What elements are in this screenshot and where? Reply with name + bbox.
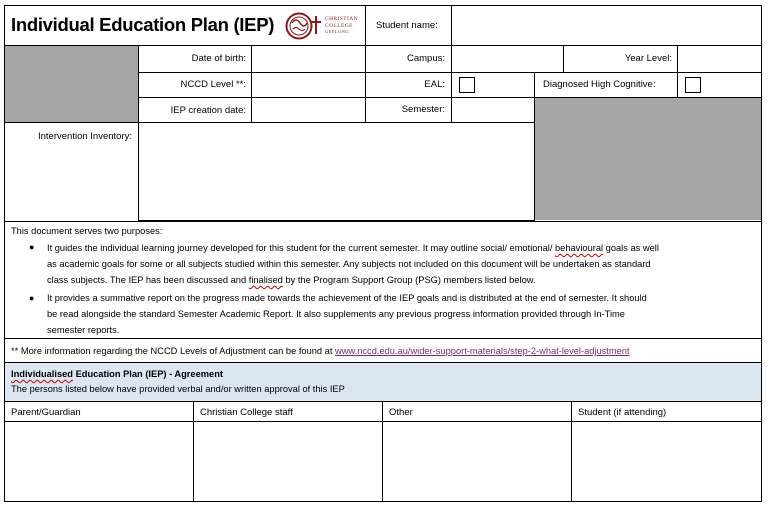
col-other: Other — [389, 407, 413, 418]
nccd-level-label: NCCD Level **: — [180, 79, 246, 90]
college-logo — [284, 11, 364, 41]
nccd-level-field[interactable] — [252, 73, 365, 97]
purpose-bullet-1: It guides the individual learning journey developed for this student for the current semester. It may outline social/ emotional/ behavioural goals as well as academic goals for some or all subjects studied within this semester. Any subjects not included on this document will be undertaken as standard class subjects. The IEP has been discussed and finalised by the Program Support Group (PSG) members listed below. — [47, 243, 659, 285]
eal-label: EAL: — [424, 79, 445, 90]
student-field[interactable] — [572, 422, 761, 501]
iep-creation-date-label: IEP creation date: — [170, 105, 246, 116]
photo-placeholder — [5, 46, 138, 122]
logo-text-3: GEELONG — [325, 29, 350, 34]
logo-text-2: COLLEGE — [325, 22, 353, 29]
high-cognitive-checkbox[interactable] — [685, 77, 701, 93]
date-of-birth-field[interactable] — [252, 46, 365, 72]
purposes-intro: This document serves two purposes: — [11, 226, 163, 236]
bullet-dot-2: ● — [29, 293, 35, 303]
eal-checkbox[interactable] — [459, 77, 475, 93]
other-field[interactable] — [383, 422, 571, 501]
nccd-link[interactable]: www.nccd.edu.au/wider-support-materials/step-2-what-level-adjustment — [335, 346, 630, 356]
semester-field[interactable] — [452, 98, 534, 122]
nccd-note — [11, 343, 630, 359]
staff-field[interactable] — [194, 422, 382, 501]
col-student: Student (if attending) — [578, 407, 667, 418]
campus-label: Campus: — [406, 53, 445, 64]
date-of-birth-label: Date of birth: — [191, 53, 246, 64]
campus-field[interactable] — [452, 46, 563, 72]
diagnosed-high-cognitive-label: Diagnosed High Cognitive: — [543, 79, 656, 90]
purpose-bullet-2: It provides a summative report on the progress made towards the achievement of the IEP goals and is distributed at the end of semester. It should be read alongside the standard Semester Academic Report. It also supplements any previous progress information provided through In-Time semester reports. — [47, 293, 647, 335]
semester-label: Semester: — [401, 104, 445, 115]
logo-text-1: CHRISTIAN — [325, 16, 358, 22]
year-level-field[interactable] — [678, 46, 761, 72]
page-title: Individual Education Plan (IEP) — [11, 14, 275, 35]
bullet-dot-1: ● — [29, 242, 35, 252]
nccd-note-text: ** More information regarding the NCCD Levels of Adjustment can be found at — [11, 346, 336, 356]
intervention-inventory-field[interactable] — [139, 123, 534, 220]
parent-guardian-field[interactable] — [5, 422, 193, 501]
iep-creation-date-field[interactable] — [252, 98, 365, 122]
col-parent-guardian: Parent/Guardian — [11, 407, 81, 418]
agreement-title: Individualised Education Plan (IEP) - Agreement — [11, 369, 223, 379]
year-level-label: Year Level: — [624, 53, 672, 64]
agreement-subtitle: The persons listed below have provided verbal and/or written approval of this IEP — [11, 384, 345, 394]
student-name-label: Student name: — [376, 20, 438, 31]
gray-panel-right — [535, 98, 761, 220]
col-christian-college-staff: Christian College staff — [200, 407, 293, 418]
intervention-inventory-label: Intervention Inventory: — [38, 131, 132, 142]
